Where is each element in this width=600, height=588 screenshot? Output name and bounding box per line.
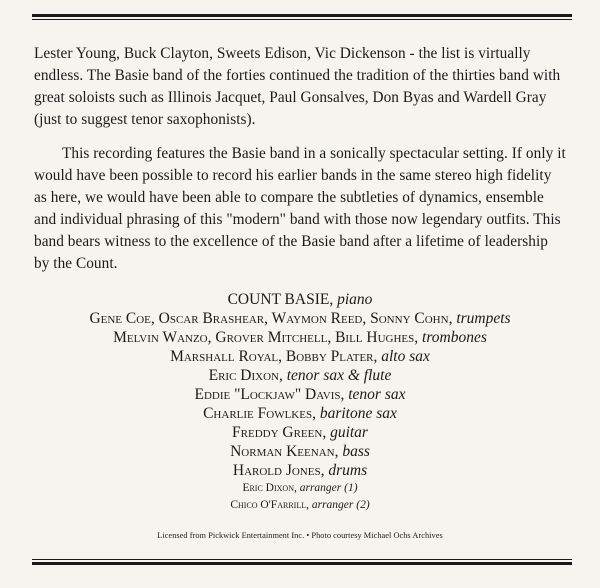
- instrument: baritone sax: [319, 405, 397, 422]
- credit-line: Marshall Royal, Bobby Plater, alto sax: [170, 348, 430, 365]
- instrument: bass: [342, 443, 370, 460]
- arranger-name: Eric Dixon: [242, 482, 294, 494]
- musician-name: Marshall Royal, Bobby Plater: [170, 348, 374, 365]
- credit-line: Eddie "Lockjaw" Davis, tenor sax: [194, 386, 406, 403]
- instrument: tenor sax & flute: [286, 367, 392, 384]
- credit-line: Freddy Green, guitar: [232, 424, 368, 441]
- credit-line: Harold Jones, drums: [232, 462, 368, 479]
- musician-name: Norman Keenan: [230, 443, 335, 460]
- musician-name: Freddy Green: [232, 424, 323, 441]
- instrument: piano: [337, 291, 373, 308]
- instrument: trumpets: [456, 310, 511, 327]
- musician-name: COUNT BASIE: [227, 291, 330, 308]
- musician-name: Eddie "Lockjaw" Davis: [194, 386, 341, 403]
- credit-line: Melvin Wanzo, Grover Mitchell, Bill Hughes, trombones: [113, 329, 487, 346]
- paragraph-1: [34, 43, 566, 131]
- credit-line: Charlie Fowlkes, baritone sax: [203, 405, 397, 422]
- personnel-credits: [0, 290, 600, 514]
- credit-line: Gene Coe, Oscar Brashear, Waymon Reed, Sonny Cohn, trumpets: [89, 310, 511, 327]
- instrument: alto sax: [381, 348, 430, 365]
- bottom-rule-thin: [32, 559, 572, 560]
- top-rule-thin: [32, 19, 572, 20]
- credit-line: COUNT BASIE, piano: [227, 291, 373, 308]
- credit-line: Eric Dixon, tenor sax & flute: [208, 367, 392, 384]
- arranger-line: Eric Dixon, arranger (1): [242, 482, 358, 494]
- instrument: tenor sax: [348, 386, 406, 403]
- paragraph-text: Lester Young, Buck Clayton, Sweets Edison, Vic Dickenson - the list is virtually endless. The Basie band of the forties continued the tradition of the thirties band with great soloists such as Illinois Jacquet, Paul Gonsalves, Don Byas and Wardell Gray (just to suggest tenor saxophonists).: [34, 45, 561, 128]
- musician-name: Gene Coe, Oscar Brashear, Waymon Reed, Sonny Cohn: [89, 310, 449, 327]
- bottom-rule-thick: [32, 562, 572, 565]
- credit-line: Norman Keenan, bass: [230, 443, 370, 460]
- arranger-role: arranger (1): [299, 482, 358, 494]
- musician-name: Harold Jones: [232, 462, 321, 479]
- musician-name: Charlie Fowlkes: [203, 405, 313, 422]
- musician-name: Eric Dixon: [208, 367, 279, 384]
- instrument: drums: [328, 462, 368, 479]
- arranger-role: arranger (2): [311, 499, 370, 511]
- top-rule-thick: [32, 14, 572, 17]
- instrument: trombones: [422, 329, 487, 346]
- arranger-line: Chico O'Farrill, arranger (2): [230, 499, 370, 511]
- instrument: guitar: [330, 424, 368, 441]
- arranger-name: Chico O'Farrill: [230, 499, 307, 511]
- paragraph-text: This recording features the Basie band in a sonically spectacular setting. If only it would have been possible to record his earlier bands in the same stereo high fidelity as here, we would have been able to compare the subtleties of dynamics, ensemble and individual phrasing of this "modern" band with those now legendary outfits. This band bears witness to the excellence of the Basie band after a lifetime of leadership by the Count.: [34, 145, 566, 272]
- paragraph-2: [34, 143, 566, 275]
- license-footer: Licensed from Pickwick Entertainment Inc. • Photo courtesy Michael Ochs Archives: [157, 531, 443, 540]
- musician-name: Melvin Wanzo, Grover Mitchell, Bill Hughes: [113, 329, 415, 346]
